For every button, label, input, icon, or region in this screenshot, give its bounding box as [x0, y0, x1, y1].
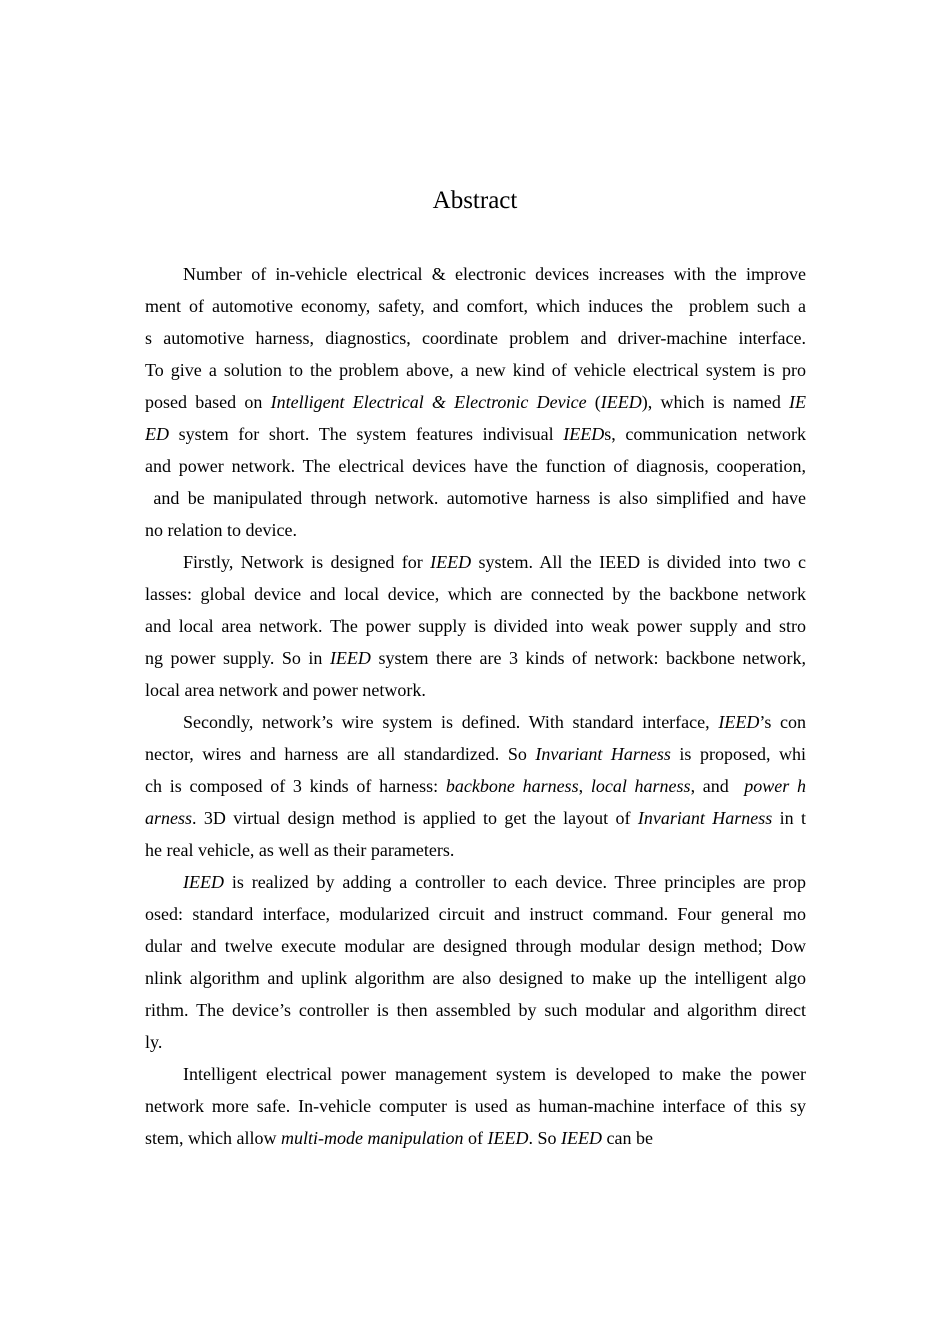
- text-run: rithm. The device’s controller is then assembled by such modular and algorithm direct: [145, 1000, 806, 1020]
- text-line: [145, 610, 806, 642]
- text-run: stem, which allow: [145, 1128, 281, 1148]
- text-run: . So: [528, 1128, 561, 1148]
- text-line: [145, 706, 806, 738]
- text-line: [145, 674, 806, 706]
- text-run: system. All the IEED is divided into two c: [471, 552, 806, 572]
- text-line: [145, 386, 806, 418]
- text-run: is proposed, whi: [670, 744, 806, 764]
- text-run: ly.: [145, 1032, 163, 1052]
- italic-term: ED: [145, 424, 169, 444]
- text-line: [145, 1026, 806, 1058]
- italic-term: local harness: [590, 776, 691, 796]
- italic-term: multi-mode manipulation: [280, 1128, 464, 1148]
- text-run: ment of automotive economy, safety, and comfort, which induces the problem such a: [145, 296, 806, 316]
- text-run: system for short. The system features indivisual: [169, 424, 564, 444]
- text-run: s, communication network: [604, 424, 806, 444]
- text-line: [145, 482, 806, 514]
- page-title: Abstract: [432, 187, 518, 214]
- text-run: ch is composed of 3 kinds of harness:: [145, 776, 446, 796]
- italic-term: power h: [744, 776, 806, 796]
- italic-term: IEED: [430, 552, 472, 572]
- text-run: osed: standard interface, modularized circuit and instruct command. Four general mo: [145, 904, 806, 924]
- text-run: ng power supply. So in: [145, 648, 330, 668]
- text-run: and power network. The electrical devices have the function of diagnosis, cooperation,: [145, 456, 806, 476]
- italic-term: IE: [789, 392, 806, 412]
- text-run: dular and twelve execute modular are designed through modular design method; Dow: [145, 936, 806, 956]
- text-run: Number of in-vehicle electrical & electronic devices increases with the improve: [183, 264, 806, 284]
- text-line: [145, 450, 806, 482]
- text-line: [145, 802, 806, 834]
- text-run: , and: [690, 776, 745, 796]
- italic-term: IEED: [487, 1128, 529, 1148]
- text-line: [145, 290, 806, 322]
- text-run: system there are 3 kinds of network: backbone network,: [370, 648, 806, 668]
- text-run: he real vehicle, as well as their parameters.: [145, 840, 455, 860]
- italic-term: Invariant Harness: [535, 744, 671, 764]
- text-run: of: [463, 1128, 488, 1148]
- italic-term: IEED: [563, 424, 605, 444]
- text-line: [145, 738, 806, 770]
- text-run: ,: [578, 776, 591, 796]
- text-run: network more safe. In-vehicle computer is used as human-machine interface of this sy: [145, 1096, 806, 1116]
- italic-term: Invariant Harness: [637, 808, 773, 828]
- text-run: (: [586, 392, 601, 412]
- text-line: [145, 578, 806, 610]
- text-line: [145, 354, 806, 386]
- text-run: can be: [601, 1128, 653, 1148]
- text-line: [145, 514, 806, 546]
- text-line: [145, 834, 806, 866]
- text-line: [145, 994, 806, 1026]
- text-run: no relation to device.: [145, 520, 297, 540]
- text-run: nector, wires and harness are all standardized. So: [145, 744, 536, 764]
- text-line: [145, 322, 806, 354]
- italic-term: IEED: [183, 872, 224, 892]
- text-line: [145, 1090, 806, 1122]
- italic-term: IEED: [560, 1128, 602, 1148]
- text-run: s automotive harness, diagnostics, coordinate problem and driver-machine interface.: [145, 328, 806, 348]
- italic-term: IEED: [329, 648, 371, 668]
- text-run: . 3D virtual design method is applied to get the layout of: [192, 808, 638, 828]
- text-run: local area network and power network.: [145, 680, 426, 700]
- text-run: Secondly, network’s wire system is defined. With standard interface,: [183, 712, 719, 732]
- text-line: [145, 770, 806, 802]
- text-run: is realized by adding a controller to each device. Three principles are prop: [223, 872, 806, 892]
- text-run: nlink algorithm and uplink algorithm are also designed to make up the intelligent algo: [145, 968, 806, 988]
- text-line: [145, 418, 806, 450]
- text-line: [145, 546, 806, 578]
- text-run: To give a solution to the problem above, a new kind of vehicle electrical system is pro: [145, 360, 806, 380]
- text-line: [145, 1058, 806, 1090]
- italic-term: arness: [145, 808, 193, 828]
- text-line: [145, 642, 806, 674]
- text-line: [145, 930, 806, 962]
- text-run: posed based on: [145, 392, 271, 412]
- text-line: [145, 962, 806, 994]
- text-run: and local area network. The power supply is divided into weak power supply and stro: [145, 616, 806, 636]
- text-run: Intelligent electrical power management system is developed to make the power: [183, 1064, 806, 1084]
- text-run: Firstly, Network is designed for: [183, 552, 431, 572]
- italic-term: IEED: [718, 712, 760, 732]
- text-line: [145, 866, 806, 898]
- italic-term: Intelligent Electrical & Electronic Device: [270, 392, 587, 412]
- text-run: and be manipulated through network. automotive harness is also simplified and have: [145, 488, 806, 508]
- abstract-body: [145, 258, 806, 1154]
- text-run: in t: [772, 808, 806, 828]
- text-run: ), which is named: [641, 392, 790, 412]
- italic-term: backbone harness: [445, 776, 579, 796]
- text-run: ’s con: [759, 712, 806, 732]
- text-line: [145, 1122, 806, 1154]
- text-line: [145, 258, 806, 290]
- text-line: [145, 898, 806, 930]
- text-run: lasses: global device and local device, which are connected by the backbone network: [145, 584, 806, 604]
- italic-term: IEED: [600, 392, 642, 412]
